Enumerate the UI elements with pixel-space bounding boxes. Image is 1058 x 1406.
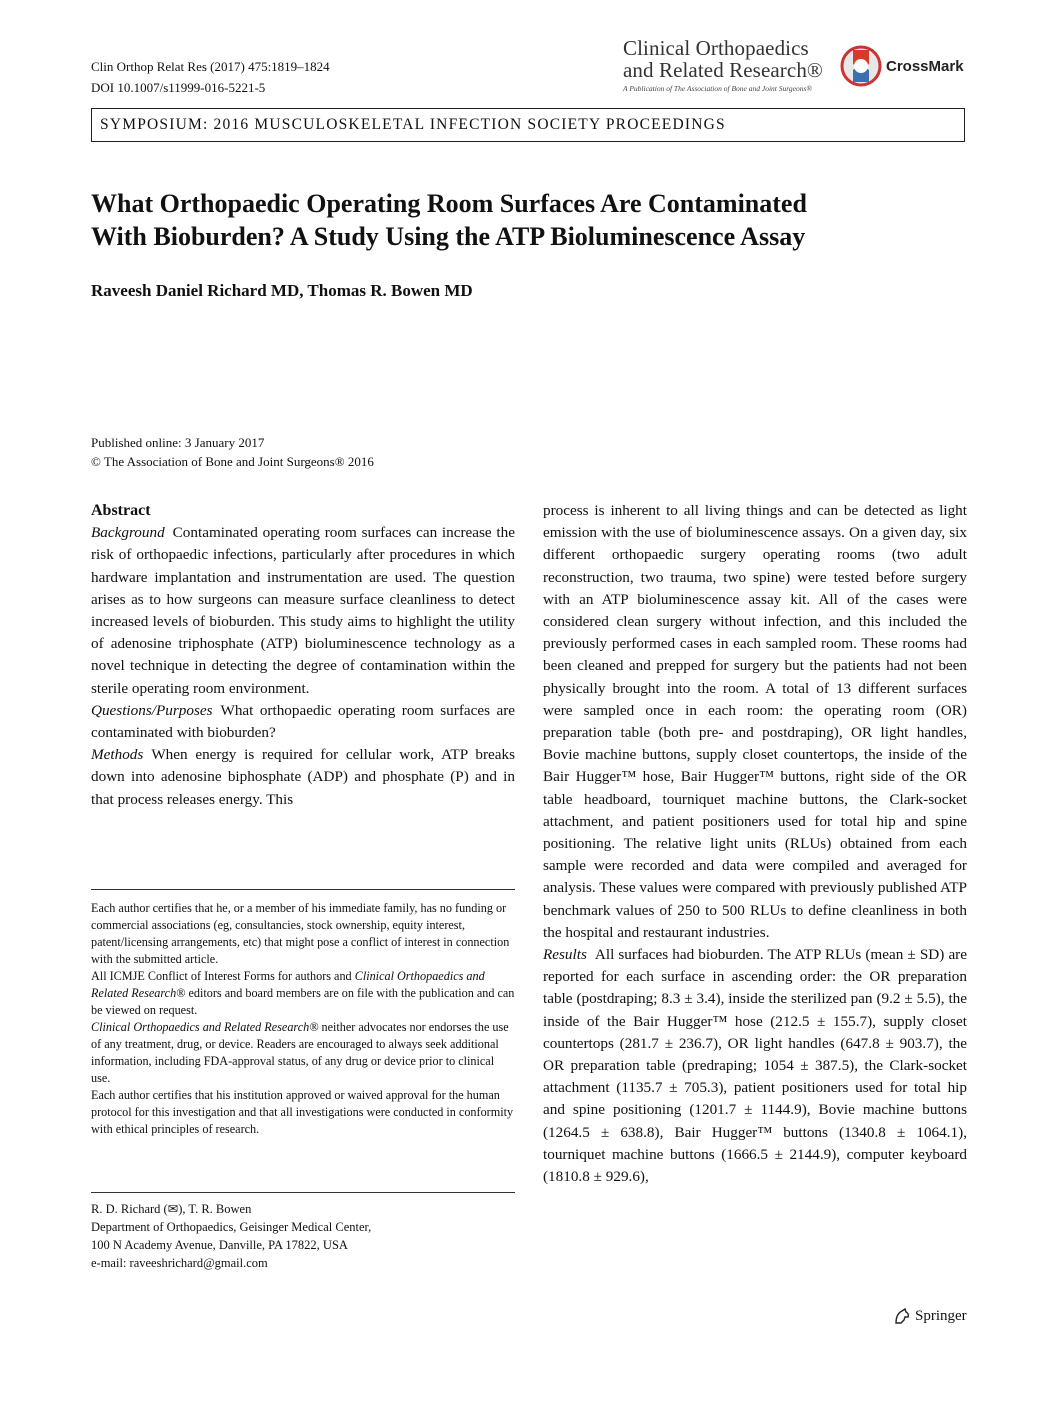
address-street: 100 N Academy Avenue, Danville, PA 17822, USA [91, 1238, 348, 1252]
abstract-left-column [91, 500, 515, 811]
footnote-conflict: Each author certifies that he, or a member of his immediate family, has no funding or commercial associations (eg, consultancies, stock ownership, equity interest, patent/licensing arrangements, etc) that might pose a conflict of interest in connection with the submitted article. [91, 901, 510, 966]
footnote-divider [91, 889, 515, 890]
citation-journal: Clin Orthop Relat Res (2017) 475:1819–1824 [91, 59, 330, 74]
abstract-questions [91, 700, 515, 744]
methods-text-right: process is inherent to all living things and can be detected as light emission with the use of bioluminescence assays. On a given day, six different orthopaedic surgery operating rooms (two adult reconstruction, two trauma, two spine) were tested before surgery with an ATP bioluminescence assay kit. All of the cases were considered clean surgery without infection, and this included the previously performed cases in each sampled room. These rooms had been cleaned and prepped for surgery but the patients had not been physically brought into the room. A total of 13 different surfaces were sampled once in each room: the operating room (OR) preparation table (both pre- and postdraping), OR light handles, Bovie machine buttons, supply closet countertops, the inside of the Bair Hugger™ hose, Bair Hugger™ buttons, right side of the OR table headboard, tourniquet machine buttons, the Clark-socket attachment, and patient positioners used for total hip and spine positioning. The relative light units (RLUs) obtained from each sample were recorded and data were compiled and averaged for analysis. These values were compared with previously published ATP benchmark values of 250 to 500 RLUs to define cleanliness in both the hospital and restaurant industries. [543, 502, 967, 941]
address-department: Department of Orthopaedics, Geisinger Medical Center, [91, 1220, 372, 1234]
questions-text: What orthopaedic operating room surfaces are contaminated with bioburden? [91, 701, 515, 742]
background-label: Background [91, 524, 165, 542]
footnote-icmje: All ICMJE Conflict of Interest Forms for authors and Clinical Orthopaedics and Related Research® editors and board members are on file with the publication and can be viewed on request. [91, 969, 515, 1017]
address-names: R. D. Richard (✉), T. R. Bowen [91, 1202, 252, 1216]
copyright-notice: © The Association of Bone and Joint Surgeons® 2016 [91, 454, 374, 469]
crossmark-label: CrossMark [886, 57, 964, 75]
methods-text-left: When energy is required for cellular work, ATP breaks down into adenosine biphosphate (ADP) and phosphate (P) and in that process releases energy. This [91, 746, 515, 808]
footnotes [91, 900, 515, 1138]
footnote-disclaimer: Clinical Orthopaedics and Related Research® neither advocates nor endorses the use of any treatment, drug, or device. Readers are encouraged to always seek additional information, including FDA-approval status, of any drug or device prior to clinical use. [91, 1020, 509, 1085]
crossmark-icon [840, 42, 882, 90]
background-text: Contaminated operating room surfaces can increase the risk of orthopaedic infections, particularly after procedures in which hardware implantation and instrumentation are used. The question arises as to how surgeons can measure surface cleanliness to detect increased levels of bioburden. This study aims to highlight the utility of adenosine triphosphate (ATP) bioluminescence technology as a novel technique in detecting the degree of contamination within the sterile operating room environment. [91, 524, 515, 697]
symposium-banner: SYMPOSIUM: 2016 MUSCULOSKELETAL INFECTION SOCIETY PROCEEDINGS [91, 108, 965, 142]
article-authors: Raveesh Daniel Richard MD, Thomas R. Bowen MD [91, 281, 473, 300]
abstract-methods [91, 744, 515, 811]
title-line-1: What Orthopaedic Operating Room Surfaces Are Contaminated [91, 189, 807, 218]
abstract-right-column [543, 500, 967, 1188]
address-divider [91, 1192, 515, 1193]
journal-name-line2: and Related Research® [623, 58, 823, 82]
springer-horse-icon [893, 1307, 911, 1325]
title-line-2: With Bioburden? A Study Using the ATP Bioluminescence Assay [91, 222, 806, 251]
journal-publisher: A Publication of The Association of Bone and Joint Surgeons® [623, 84, 813, 93]
questions-label: Questions/Purposes [91, 701, 213, 719]
footnote-ethics: Each author certifies that his institution approved or waived approval for the human protocol for this investigation and that all investigations were conducted in conformity with ethical principles of research. [91, 1088, 514, 1136]
address-email[interactable]: e-mail: raveeshrichard@gmail.com [91, 1256, 268, 1270]
citation-block [91, 56, 330, 98]
abstract-heading: Abstract [91, 502, 151, 519]
correspondence-address [91, 1200, 515, 1272]
publication-info [91, 433, 374, 471]
abstract-background [91, 522, 515, 700]
publisher-name: Springer [915, 1307, 967, 1324]
article-title [91, 187, 971, 253]
results-text: All surfaces had bioburden. The ATP RLUs (mean ± SD) are reported for each surface in ascending order: the OR preparation table (postdraping; 8.3 ± 3.4), inside the sterilized pan (9.2 ± 5.5), the inside of the Bair Hugger™ hose (212.5 ± 155.7), supply closet countertops (281.7 ± 236.7), OR light handles (647.8 ± 903.7), the OR preparation table (predraping; 1054 ± 387.5), the Clark-socket attachment (1135.7 ± 705.3), patient positioners used for total hip and spine positioning (1201.7 ± 1144.9), Bovie machine buttons (1264.5 ± 638.8), Bair Hugger™ buttons (1340.8 ± 1064.1), tourniquet machine buttons (1666.5 ± 2144.9), computer keyboard (1810.8 ± 929.6), [543, 946, 967, 1186]
abstract-results [543, 944, 967, 1188]
journal-name-line1: Clinical Orthopaedics [623, 36, 809, 60]
crossmark-badge[interactable] [840, 42, 964, 90]
published-date: Published online: 3 January 2017 [91, 435, 265, 450]
journal-logo [623, 37, 823, 93]
publisher-mark [893, 1307, 967, 1325]
citation-doi: DOI 10.1007/s11999-016-5221-5 [91, 80, 266, 95]
methods-label: Methods [91, 746, 144, 764]
results-label: Results [543, 946, 587, 964]
